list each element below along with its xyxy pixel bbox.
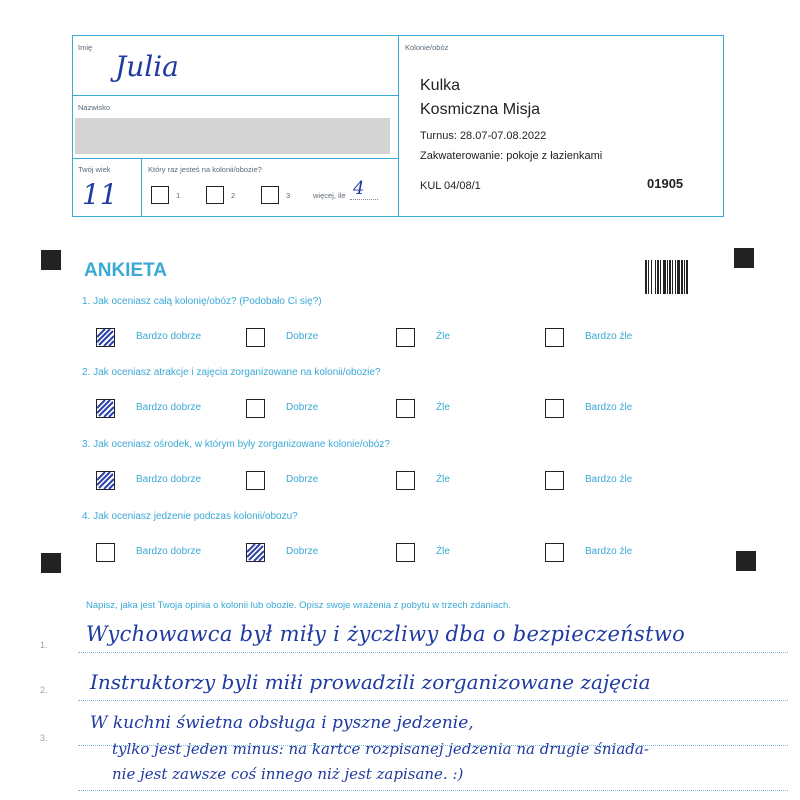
wiek-label: Twój wiek — [78, 165, 111, 174]
q4-bardzo-dobrze-label: Bardzo dobrze — [136, 546, 202, 557]
line-number-2: 2. — [40, 685, 48, 695]
registration-marker-top-right — [734, 248, 754, 268]
registration-marker-bottom-right — [736, 551, 756, 571]
q2-zle-checkbox[interactable] — [396, 399, 415, 418]
header-divider-vertical — [398, 35, 399, 216]
ktory-raz-1-label: 1 — [176, 191, 181, 200]
form-number: 01905 — [647, 176, 684, 191]
answer-text-3c: nie jest zawsze coś innego niż jest zapisane. :) — [112, 765, 464, 783]
q4-zle-checkbox[interactable] — [396, 543, 415, 562]
q3-bardzo-zle-label: Bardzo źle — [585, 474, 633, 485]
question-1-text: 1. Jak oceniasz całą kolonię/obóz? (Podobało Ci się?) — [82, 296, 322, 307]
ktory-raz-label: Który raz jesteś na kolonii/obozie? — [148, 165, 262, 174]
q2-dobrze-label: Dobrze — [286, 402, 319, 413]
q2-dobrze-checkbox[interactable] — [246, 399, 265, 418]
registration-marker-top-left — [41, 250, 61, 270]
wiek-value: 11 — [82, 178, 118, 211]
registration-marker-bottom-left — [41, 553, 61, 573]
ktory-raz-3-label: 3 — [286, 191, 291, 200]
header-divider-v2 — [141, 158, 142, 216]
header-divider-h1 — [72, 95, 398, 96]
kolonia-subname: Kosmiczna Misja — [420, 101, 541, 118]
q4-dobrze-label: Dobrze — [286, 546, 319, 557]
q3-bardzo-dobrze-label: Bardzo dobrze — [136, 474, 202, 485]
question-3-text: 3. Jak oceniasz ośrodek, w którym były zorganizowane kolonie/obóz? — [82, 439, 390, 450]
q1-bardzo-zle-label: Bardzo źle — [585, 331, 633, 342]
opinion-prompt: Napisz, jaka jest Twoja opinia o kolonii lub obozie. Opisz swoje wrażenia z pobytu w trzech zdaniach. — [86, 600, 511, 611]
ktory-raz-1-checkbox[interactable] — [151, 186, 169, 204]
question-4-text: 4. Jak oceniasz jedzenie podczas kolonii/obozu? — [82, 511, 298, 522]
nazwisko-label: Nazwisko — [78, 103, 111, 112]
zakwaterowanie-text: Zakwaterowanie: pokoje z łazienkami — [420, 150, 603, 162]
q3-dobrze-label: Dobrze — [286, 474, 319, 485]
header-divider-h2 — [72, 158, 398, 159]
answer-line-1 — [78, 652, 788, 653]
q2-bardzo-zle-checkbox[interactable] — [545, 399, 564, 418]
q2-bardzo-dobrze-checkbox[interactable] — [96, 399, 115, 418]
q2-bardzo-dobrze-label: Bardzo dobrze — [136, 402, 202, 413]
nazwisko-redacted — [75, 118, 390, 154]
q1-dobrze-checkbox[interactable] — [246, 328, 265, 347]
answer-text-2: Instruktorzy byli miłi prowadzili zorganizowane zajęcia — [90, 670, 651, 694]
q3-dobrze-checkbox[interactable] — [246, 471, 265, 490]
q3-zle-checkbox[interactable] — [396, 471, 415, 490]
q4-bardzo-zle-label: Bardzo źle — [585, 546, 633, 557]
line-number-1: 1. — [40, 640, 48, 650]
q4-bardzo-dobrze-checkbox[interactable] — [96, 543, 115, 562]
wiecej-dotted-line — [350, 199, 378, 200]
turnus-text: Turnus: 28.07-07.08.2022 — [420, 130, 547, 142]
question-2-text: 2. Jak oceniasz atrakcje i zajęcia zorganizowane na kolonii/obozie? — [82, 367, 381, 378]
answer-text-3b: tylko jest jeden minus: na kartce rozpisanej jedzenia na drugie śniada- — [112, 740, 649, 758]
ktory-raz-3-checkbox[interactable] — [261, 186, 279, 204]
kolonia-name: Kulka — [420, 77, 461, 94]
kolonia-label: Kolonie/obóz — [405, 43, 449, 52]
imie-label: Imię — [78, 43, 93, 52]
q2-zle-label: Źle — [436, 402, 450, 413]
q1-zle-checkbox[interactable] — [396, 328, 415, 347]
q4-dobrze-checkbox[interactable] — [246, 543, 265, 562]
answer-line-4 — [78, 790, 788, 791]
q3-bardzo-zle-checkbox[interactable] — [545, 471, 564, 490]
q3-bardzo-dobrze-checkbox[interactable] — [96, 471, 115, 490]
imie-value: Julia — [115, 50, 179, 83]
q1-bardzo-zle-checkbox[interactable] — [545, 328, 564, 347]
q2-bardzo-zle-label: Bardzo źle — [585, 402, 633, 413]
answer-text-1: Wychowawca był miły i życzliwy dba o bezpieczeństwo — [86, 622, 686, 646]
wiecej-value: 4 — [353, 178, 365, 199]
wiecej-label: więcej, ile — [313, 191, 346, 200]
q3-zle-label: Źle — [436, 474, 450, 485]
barcode-icon — [645, 260, 703, 294]
q1-bardzo-dobrze-label: Bardzo dobrze — [136, 331, 202, 342]
answer-line-2 — [78, 700, 788, 701]
q4-bardzo-zle-checkbox[interactable] — [545, 543, 564, 562]
q1-bardzo-dobrze-checkbox[interactable] — [96, 328, 115, 347]
q1-dobrze-label: Dobrze — [286, 331, 319, 342]
q4-zle-label: Źle — [436, 546, 450, 557]
survey-title: ANKIETA — [84, 260, 168, 281]
ktory-raz-2-label: 2 — [231, 191, 236, 200]
ktory-raz-2-checkbox[interactable] — [206, 186, 224, 204]
q1-zle-label: Źle — [436, 331, 450, 342]
answer-text-3a: W kuchni świetna obsługa i pyszne jedzenie, — [90, 713, 474, 733]
line-number-3: 3. — [40, 733, 48, 743]
kolonia-code: KUL 04/08/1 — [420, 180, 481, 192]
